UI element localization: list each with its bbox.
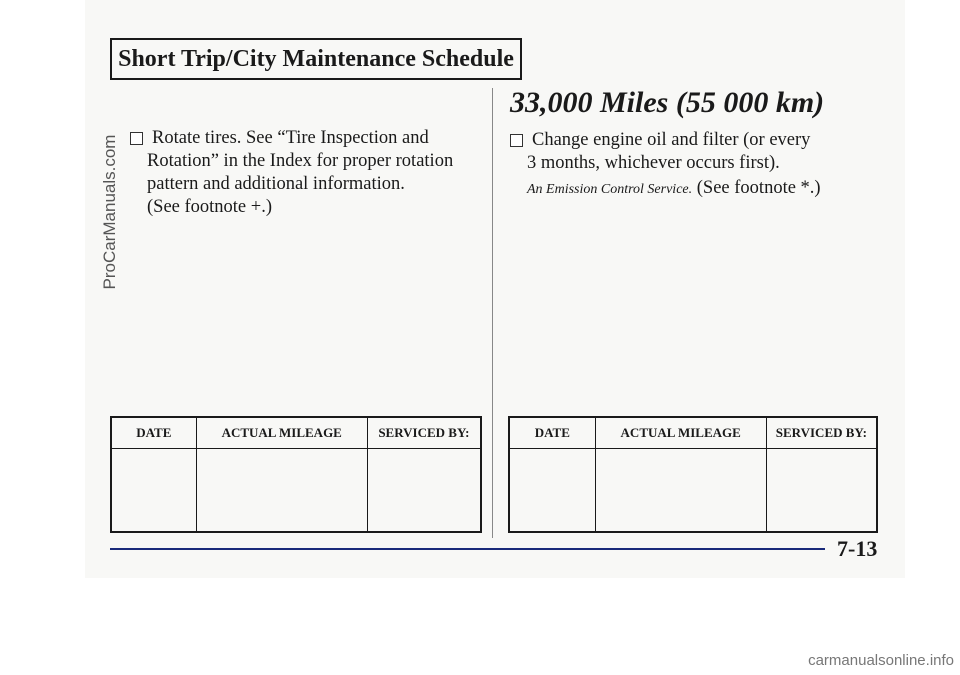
section-header-title: Short Trip/City Maintenance Schedule [118,45,514,72]
emission-note-line [510,177,870,201]
serviced-by-cell[interactable] [367,449,481,533]
right-item-line2: 3 months, whichever occurs first). [527,153,780,173]
column-divider [492,88,493,538]
actual-mileage-cell[interactable] [196,449,367,533]
table-row [111,449,481,533]
bottom-watermark: carmanualsonline.info [808,652,954,669]
column-header-serviced-by: SERVICED BY: [367,417,481,449]
column-header-actual-mileage: ACTUAL MILEAGE [196,417,367,449]
date-cell[interactable] [509,449,595,533]
right-item-line1: Change engine oil and filter (or every [532,130,811,150]
column-header-serviced-by: SERVICED BY: [766,417,877,449]
emission-label: An Emission Control Service. [527,182,693,197]
footer-rule [110,548,825,550]
serviced-by-cell[interactable] [766,449,877,533]
checkbox-icon[interactable] [130,132,143,145]
service-log-table-right [508,416,878,533]
column-header-actual-mileage: ACTUAL MILEAGE [595,417,766,449]
mileage-title: 33,000 Miles (55 000 km) [510,86,825,119]
left-item-line1: Rotate tires. See “Tire Inspection and [152,128,429,148]
left-service-item [130,127,470,219]
column-header-date: DATE [111,417,196,449]
left-item-line3: pattern and additional information. [147,174,405,194]
column-header-date: DATE [509,417,595,449]
service-log-table-left [110,416,482,533]
side-watermark: ProCarManuals.com [100,134,119,290]
emission-footnote: (See footnote *.) [692,178,821,198]
checkbox-icon[interactable] [510,134,523,147]
left-item-line4: (See footnote +.) [147,197,272,217]
right-service-item [510,129,870,201]
page-number: 7-13 [837,536,878,561]
left-item-line2: Rotation” in the Index for proper rotation [147,151,454,171]
section-header [110,38,522,80]
actual-mileage-cell[interactable] [595,449,766,533]
date-cell[interactable] [111,449,196,533]
table-row [509,449,877,533]
